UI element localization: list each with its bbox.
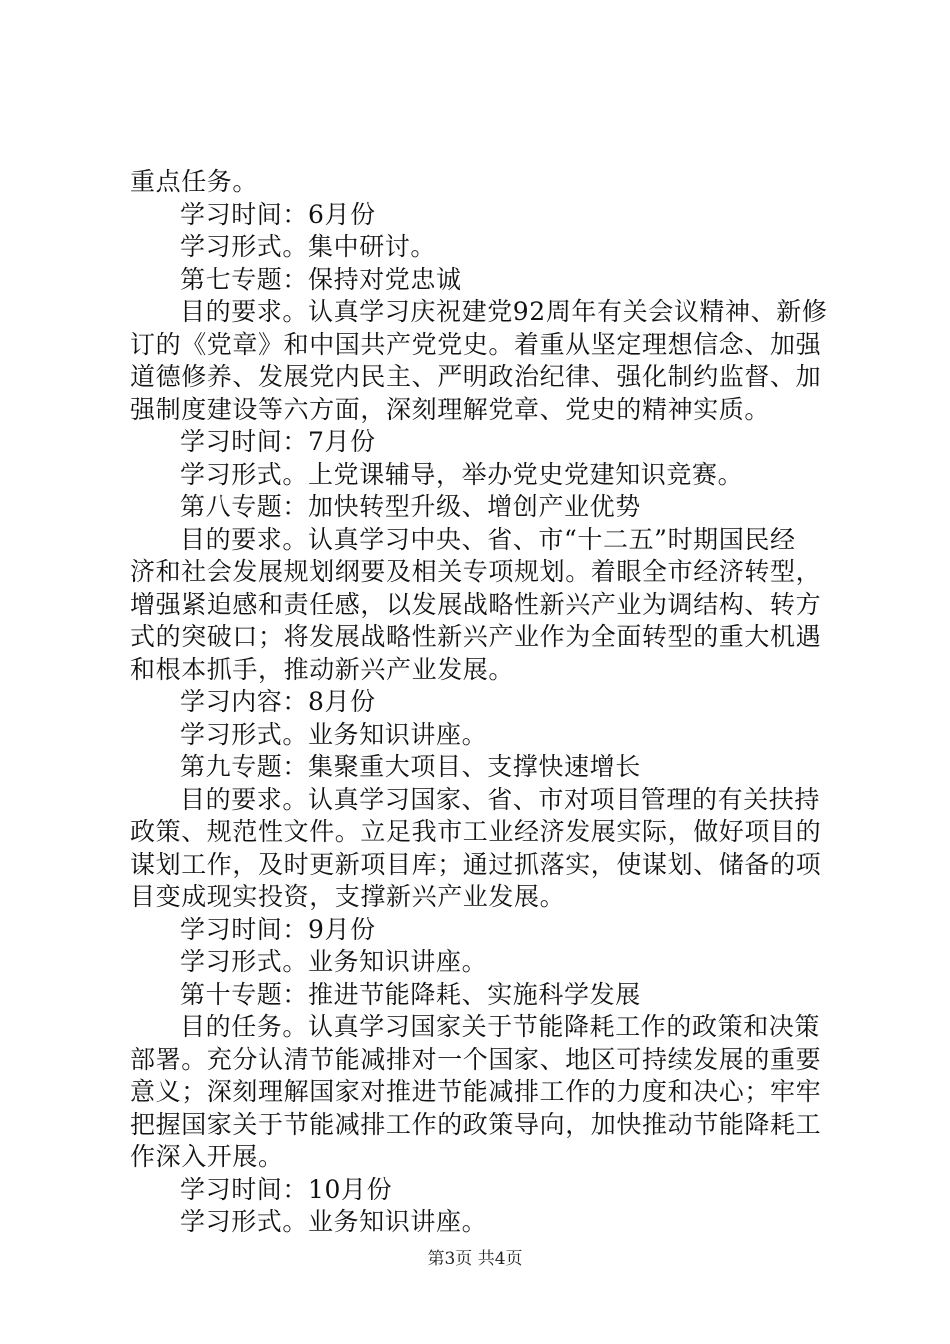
text-line: 订的《党章》和中国共产党党史。着重从坚定理想信念、加强 [130,329,822,359]
text-line: 第七专题：保持对党忠诚 [180,264,462,294]
text-line: 第十专题：推进节能降耗、实施科学发展 [180,979,641,1009]
text-line: 学习形式。业务知识讲座。 [180,719,488,749]
text-line: 把握国家关于节能减排工作的政策导向，加快推动节能降耗工 [130,1109,822,1139]
text-line: 学习内容：8月份 [180,687,376,716]
text-line: 学习形式。业务知识讲座。 [180,947,488,976]
text-line: 增强紧迫感和责任感，以发展战略性新兴产业为调结构、转方 [130,589,822,619]
text-line: 第八专题：加快转型升级、增创产业优势 [180,492,641,521]
text-line: 意义；深刻理解国家对推进节能减排工作的力度和决心；牢牢 [130,1077,822,1106]
text-line: 学习时间：6月份 [180,199,376,229]
text-line: 目的要求。认真学习庆祝建党92周年有关会议精神、新修 [180,297,828,326]
text-line: 部署。充分认清节能减排对一个国家、地区可持续发展的重要 [130,1044,822,1074]
text-line: 学习时间：9月份 [180,914,376,944]
text-line: 政策、规范性文件。立足我市工业经济发展实际，做好项目的 [130,817,822,846]
text-line: 目的任务。认真学习国家关于节能降耗工作的政策和决策 [180,1012,821,1041]
text-line: 济和社会发展规划纲要及相关专项规划。着眼全市经济转型， [130,557,822,586]
text-line: 道德修养、发展党内民主、严明政治纪律、强化制约监督、加 [130,362,822,391]
text-line: 重点任务。 [130,167,259,196]
text-line: 学习形式。上党课辅导，举办党史党建知识竞赛。 [180,459,744,489]
text-line: 第九专题：集聚重大项目、支撑快速增长 [180,752,641,781]
text-line: 目的要求。认真学习中央、省、市“十二五”时期国民经 [180,524,796,554]
text-line: 学习时间：7月份 [180,427,376,456]
text-line: 学习形式。业务知识讲座。 [180,1207,488,1236]
text-line: 目变成现实投资，支撑新兴产业发展。 [130,882,566,911]
document-body [130,166,830,1239]
text-line: 和根本抓手，推动新兴产业发展。 [130,654,515,684]
text-line: 谋划工作，及时更新项目库；通过抓落实，使谋划、储备的项 [130,849,822,879]
text-line: 学习形式。集中研讨。 [180,232,437,261]
text-line: 式的突破口；将发展战略性新兴产业作为全面转型的重大机遇 [130,622,822,651]
text-line: 作深入开展。 [130,1142,284,1171]
text-line: 目的要求。认真学习国家、省、市对项目管理的有关扶持 [180,784,821,814]
page-footer: 第3页 共4页 [427,1249,523,1269]
text-line: 强制度建设等六方面，深刻理解党章、党史的精神实质。 [130,394,771,424]
text-line: 学习时间：10月份 [180,1174,393,1204]
